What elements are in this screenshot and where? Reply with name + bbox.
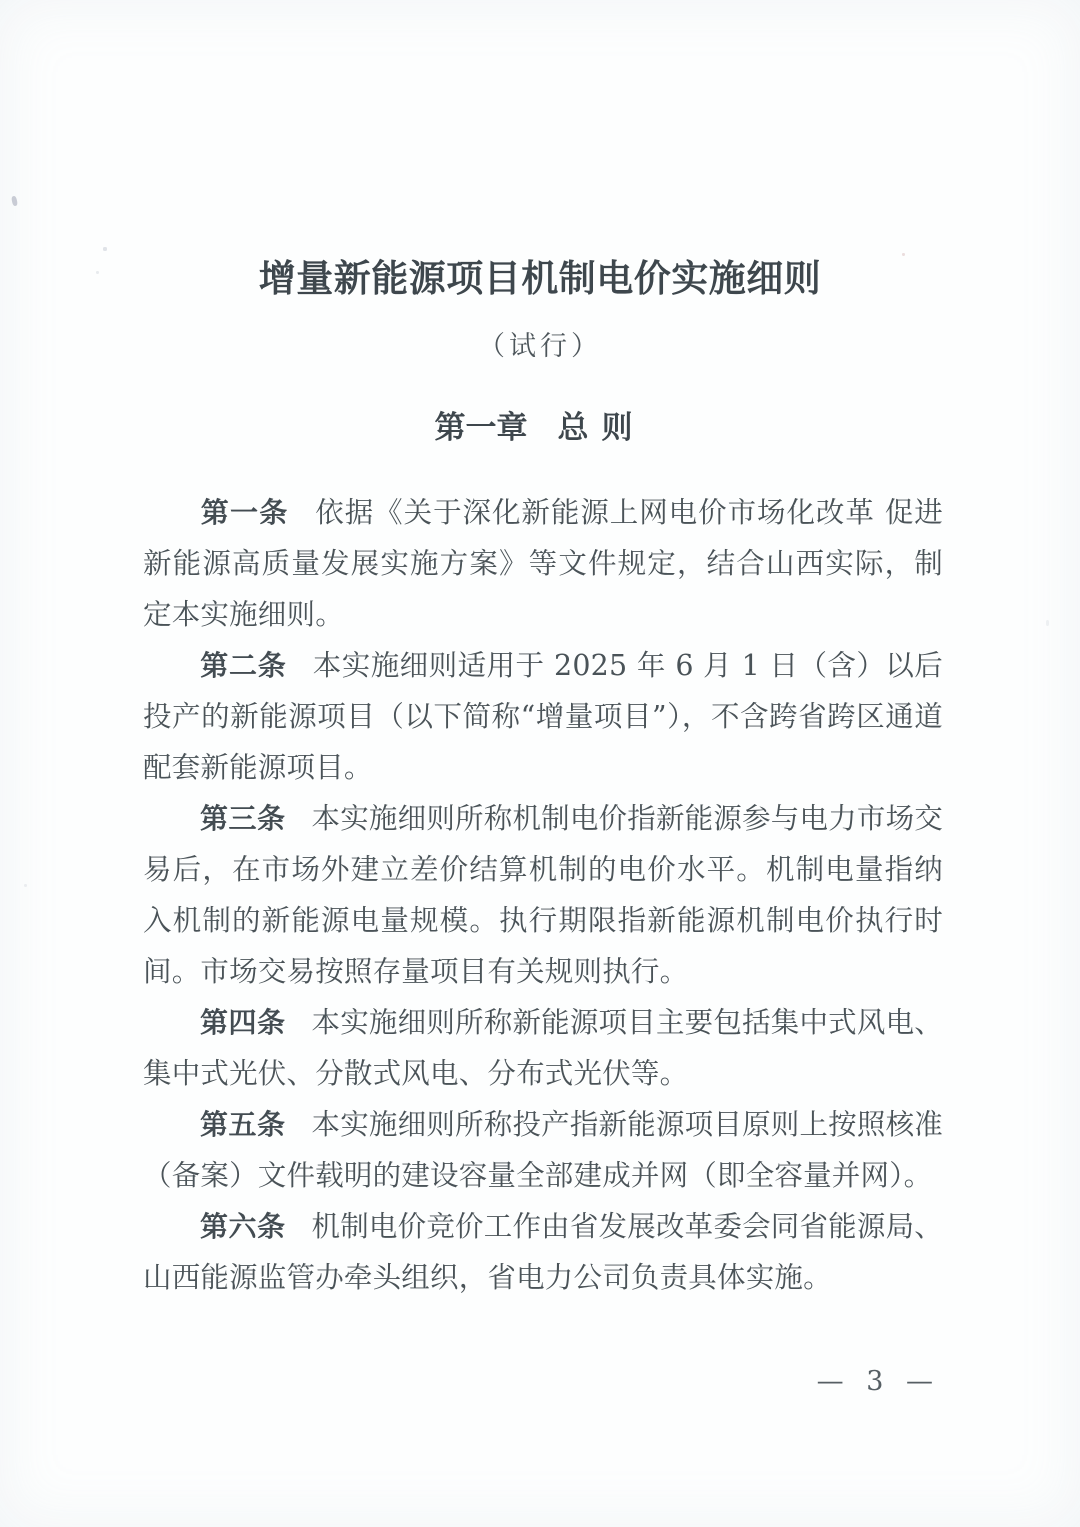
chapter-number: 第一章 xyxy=(434,410,528,446)
scan-speck-icon xyxy=(1046,620,1049,626)
title-block xyxy=(0,255,1080,363)
document-title: 增量新能源项目机制电价实施细则 xyxy=(258,257,822,300)
article-label: 第一条 xyxy=(200,496,289,529)
scan-speck-icon xyxy=(11,196,18,207)
article-2 xyxy=(143,640,943,793)
scan-speck-icon xyxy=(103,247,107,251)
article-text: 本实施细则适用于 2025 年 6 月 1 日（含）以后投产的新能源项目（以下简称“增量项目”），不含跨省跨区通道配套新能源项目。 xyxy=(143,649,943,784)
article-text: 依据《关于深化新能源上网电价市场化改革 促进新能源高质量发展实施方案》等文件规定，结合山西实际，制定本实施细则。 xyxy=(143,496,943,631)
article-1 xyxy=(143,487,943,640)
article-label: 第四条 xyxy=(200,1006,286,1039)
article-4 xyxy=(143,997,943,1099)
article-label: 第三条 xyxy=(200,802,286,835)
page-number-footer: — 3 — xyxy=(816,1366,940,1397)
document-body xyxy=(143,487,943,1303)
article-label: 第六条 xyxy=(200,1210,286,1243)
scan-speck-icon xyxy=(24,884,27,887)
article-text: 机制电价竞价工作由省发展改革委会同省能源局、山西能源监管办牵头组织，省电力公司负责具体实施。 xyxy=(143,1210,943,1294)
document-subtitle: （试行） xyxy=(478,331,602,363)
article-text: 本实施细则所称机制电价指新能源参与电力市场交易后，在市场外建立差价结算机制的电价水平。机制电量指纳入机制的新能源电量规模。执行期限指新能源机制电价执行时间。市场交易按照存量项目有关规则执行。 xyxy=(143,802,943,988)
chapter-name: 总则 xyxy=(557,410,646,446)
article-3 xyxy=(143,793,943,997)
article-5 xyxy=(143,1099,943,1201)
chapter-heading xyxy=(0,402,1080,447)
article-text: 本实施细则所称投产指新能源项目原则上按照核准（备案）文件载明的建设容量全部建成并网（即全容量并网）。 xyxy=(143,1108,943,1192)
article-label: 第五条 xyxy=(200,1108,286,1141)
article-label: 第二条 xyxy=(200,649,287,682)
article-6 xyxy=(143,1201,943,1303)
article-text: 本实施细则所称新能源项目主要包括集中式风电、集中式光伏、分散式风电、分布式光伏等。 xyxy=(143,1006,943,1090)
